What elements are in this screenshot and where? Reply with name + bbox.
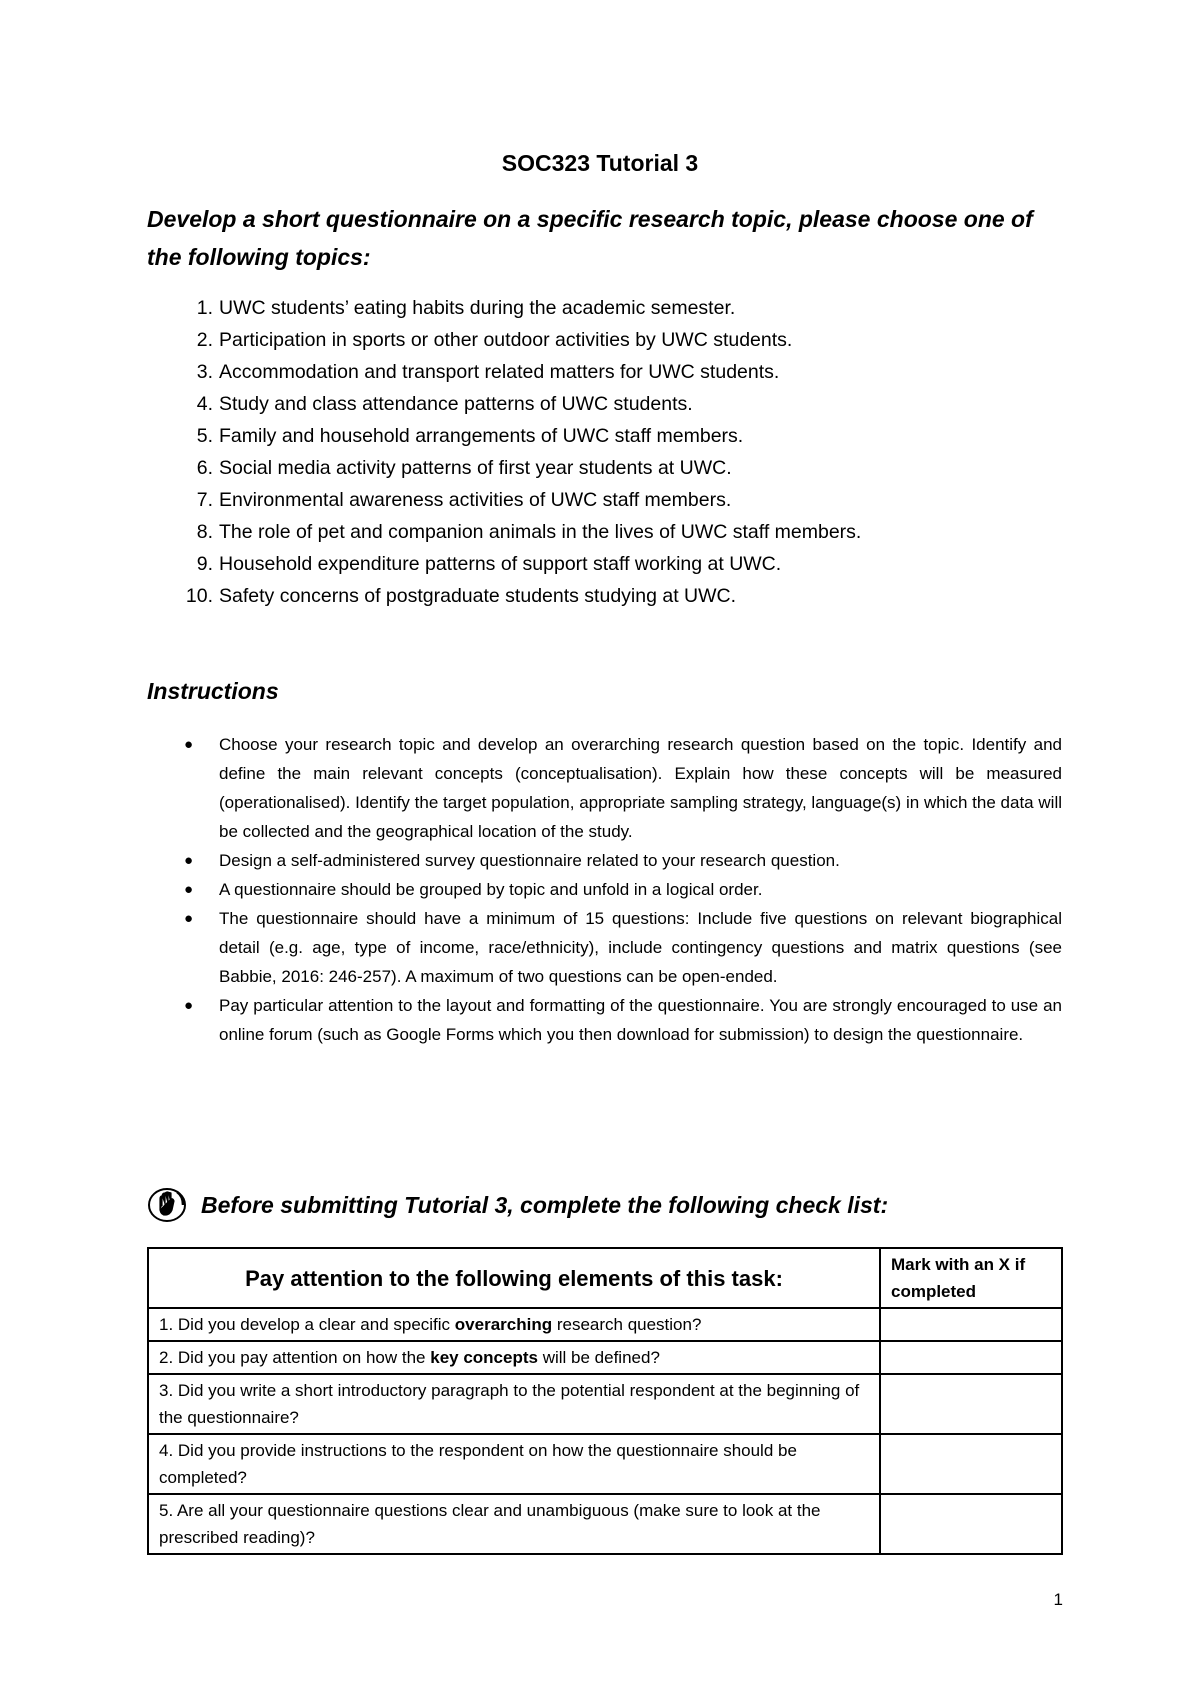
document-title: SOC323 Tutorial 3 xyxy=(501,150,699,176)
checklist-question: 5. Are all your questionnaire questions clear and unambiguous (make sure to look at the prescribed reading)? xyxy=(148,1494,880,1554)
list-item: ● The questionnaire should have a minimum of 15 questions: Include five questions on relevant biographical detail (e.g. age, type of income, race/ethnicity), include contingency questions and matrix questions (see Babbie, 2016: 246-257). A maximum of two questions can be open-ended. xyxy=(147,904,1062,991)
instructions-list xyxy=(147,730,1062,1049)
column-header-elements: Pay attention to the following elements of this task: xyxy=(148,1248,880,1308)
checklist-question: 2. Did you pay attention on how the key concepts will be defined? xyxy=(148,1341,880,1374)
list-item: 5. Family and household arrangements of UWC staff members. xyxy=(196,425,744,447)
list-item: 2. Participation in sports or other outdoor activities by UWC students. xyxy=(196,329,793,351)
mark-cell[interactable] xyxy=(880,1374,1062,1434)
bullet-icon: ● xyxy=(184,852,194,869)
checklist-table xyxy=(147,1247,1063,1555)
list-item: ● A questionnaire should be grouped by topic and unfold in a logical order. xyxy=(147,875,1062,904)
topic-list xyxy=(147,292,1067,612)
list-item: 1. UWC students’ eating habits during the academic semester. xyxy=(196,297,736,319)
mark-cell[interactable] xyxy=(880,1341,1062,1374)
bullet-icon: ● xyxy=(184,736,194,753)
table-row xyxy=(148,1341,1062,1374)
checklist-heading-text: Before submitting Tutorial 3, complete the following check list: xyxy=(201,1191,889,1218)
mark-cell[interactable] xyxy=(880,1434,1062,1494)
checklist-question: 1. Did you develop a clear and specific overarching research question? xyxy=(148,1308,880,1341)
page-number: 1 xyxy=(1053,1590,1063,1609)
task-intro: Develop a short questionnaire on a specific research topic, please choose one of the following topics: xyxy=(147,206,1033,270)
list-item: 4. Study and class attendance patterns of UWC students. xyxy=(196,393,693,415)
list-item: 7. Environmental awareness activities of UWC staff members. xyxy=(196,489,732,511)
instructions-heading: Instructions xyxy=(147,678,279,704)
checklist-question: 4. Did you provide instructions to the respondent on how the questionnaire should be completed? xyxy=(148,1434,880,1494)
list-item: ● Choose your research topic and develop an overarching research question based on the topic. Identify and define the main relevant concepts (conceptualisation). Explain how these concepts will be measured (operationalised). Identify the target population, appropriate sampling strategy, language(s) in which the data will be collected and the geographical location of the study. xyxy=(147,730,1062,846)
list-item: ● Pay particular attention to the layout and formatting of the questionnaire. You are strongly encouraged to use an online forum (such as Google Forms which you then download for submission) to design the questionnaire. xyxy=(147,991,1062,1049)
bullet-icon: ● xyxy=(184,910,194,927)
table-row xyxy=(148,1308,1062,1341)
list-item: 6. Social media activity patterns of first year students at UWC. xyxy=(196,457,732,479)
checklist-heading xyxy=(147,1186,888,1224)
bullet-icon: ● xyxy=(184,881,194,898)
bullet-icon: ● xyxy=(184,997,194,1014)
table-row xyxy=(148,1434,1062,1494)
column-header-mark: Mark with an X if completed xyxy=(880,1248,1062,1308)
list-item: 8. The role of pet and companion animals in the lives of UWC staff members. xyxy=(196,521,862,543)
mark-cell[interactable] xyxy=(880,1308,1062,1341)
list-item: 3. Accommodation and transport related matters for UWC students. xyxy=(196,361,780,383)
table-row xyxy=(148,1494,1062,1554)
table-row xyxy=(148,1374,1062,1434)
table-header-row xyxy=(148,1248,1062,1308)
checklist-question: 3. Did you write a short introductory paragraph to the potential respondent at the beginning of the questionnaire? xyxy=(148,1374,880,1434)
list-item: 9. Household expenditure patterns of support staff working at UWC. xyxy=(196,553,782,575)
list-item: 10. Safety concerns of postgraduate students studying at UWC. xyxy=(185,585,737,607)
list-item: ● Design a self-administered survey questionnaire related to your research question. xyxy=(147,846,1062,875)
mark-cell[interactable] xyxy=(880,1494,1062,1554)
hand-stop-icon xyxy=(147,1186,189,1224)
